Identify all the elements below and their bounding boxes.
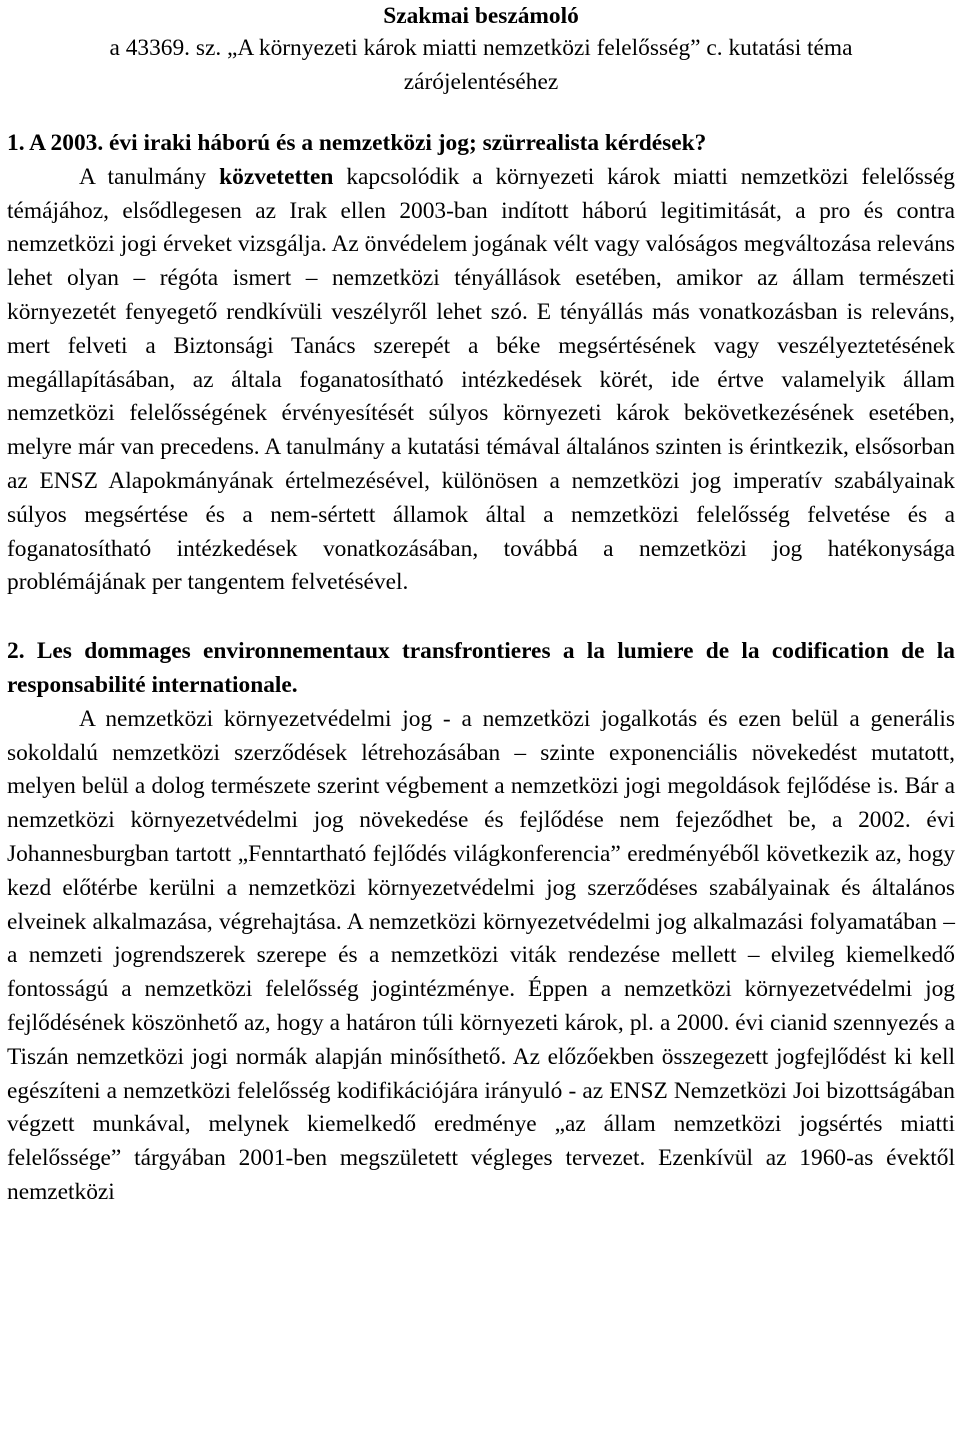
document-page	[7, 0, 955, 1210]
section-1-body-text: kapcsolódik a környezeti károk miatti nemzetközi felelősség témájához, elsődlegesen az Irak ellen 2003-ban indított háború legitimitását, a pro és contra nemzetközi jogi érveket vizsgálja. Az önvédelem jogának vélt vagy valóságos megváltozása releváns lehet olyan – régóta ismert – nemzetközi tényállások esetében, amikor az állam természeti környezetét fenyegető rendkívüli veszélyről lehet szó. E tényállás más vonatkozásban is releváns, mert felveti a Biztonsági Tanács szerepét a béke megsértésének vagy veszélyeztetésének megállapításában, az általa foganatosítható intézkedések körét, ide értve valamelyik állam nemzetközi felelősségének érvényesítését súlyos környezeti károk bekövetkezésének esetében, melyre már van precedens. A tanulmány a kutatási témával általános szinten is érintkezik, elsősorban az ENSZ Alapokmányának értelmezésével, különösen a nemzetközi jog imperatív szabályainak súlyos megsértése és a nem-sértett államok által a nemzetközi felelősség felvetése és a foganatosítható intézkedések vonatkozásában, továbbá a nemzetközi jog hatékonysága problémájának per tangentem felvetésével.	[7, 163, 955, 596]
section-2-heading: 2. Les dommages environnementaux transfrontieres a la lumiere de la codification de la responsabilité internationale.	[7, 638, 955, 698]
document-title: Szakmai beszámoló	[383, 3, 579, 29]
section-1-heading: 1. A 2003. évi iraki háború és a nemzetközi jog; szürrealista kérdések?	[7, 130, 707, 156]
subtitle-line-2: zárójelentéséhez	[403, 69, 559, 95]
section-1-paragraph	[7, 161, 955, 600]
section-2-paragraph: A nemzetközi környezetvédelmi jog - a nemzetközi jogalkotás és ezen belül a generális sokoldalú nemzetközi szerződések létrehozásában – szinte exponenciális növekedést mutatott, melyen belül a dolog természete szerint végbement a nemzetközi jogi megoldások fejlődése is. Bár a nemzetközi környezetvédelmi jog növekedése és fejlődése nem fejeződhet be, a 2002. évi Johannesburgban tartott „Fenntartható fejlődés világkonferencia” eredményéből következik az, hogy kezd előtérbe kerülni a nemzetközi környezetvédelmi jog szerződéses szabályainak és általános elveinek alkalmazása, végrehajtása. A nemzetközi környezetvédelmi jog alkalmazási folyamatában – a nemzeti jogrendszerek szerepe és a nemzetközi viták rendezése mellett – elvileg kiemelkedő fontosságú a nemzetközi felelősség jogintézménye. Éppen a nemzetközi környezetvédelmi jog fejlődésének köszönhető az, hogy a határon túli környezeti károk, pl. a 2000. évi cianid szennyezés a Tiszán nemzetközi jogi normák alapján minősíthető. Az előzőekben összegezett jogfejlődést ki kell egészíteni a nemzetközi felelősség kodifikációjára irányuló - az ENSZ Nemzetközi Joi bizottságában végzett munkával, melynek kiemelkedő eredménye „az állam nemzetközi jogsértés miatti felelőssége” tárgyában 2001-ben megszületett végleges tervezet. Ezenkívül az 1960-as évektől nemzetközi	[7, 705, 955, 1205]
subtitle-line-1: a 43369. sz. „A környezeti károk miatti nemzetközi felelősség” c. kutatási téma	[109, 35, 853, 61]
section-1-intro-text: A tanulmány	[79, 163, 220, 190]
document-subtitle	[7, 31, 955, 99]
section-1-emphasis-text: közvetetten	[219, 163, 334, 190]
